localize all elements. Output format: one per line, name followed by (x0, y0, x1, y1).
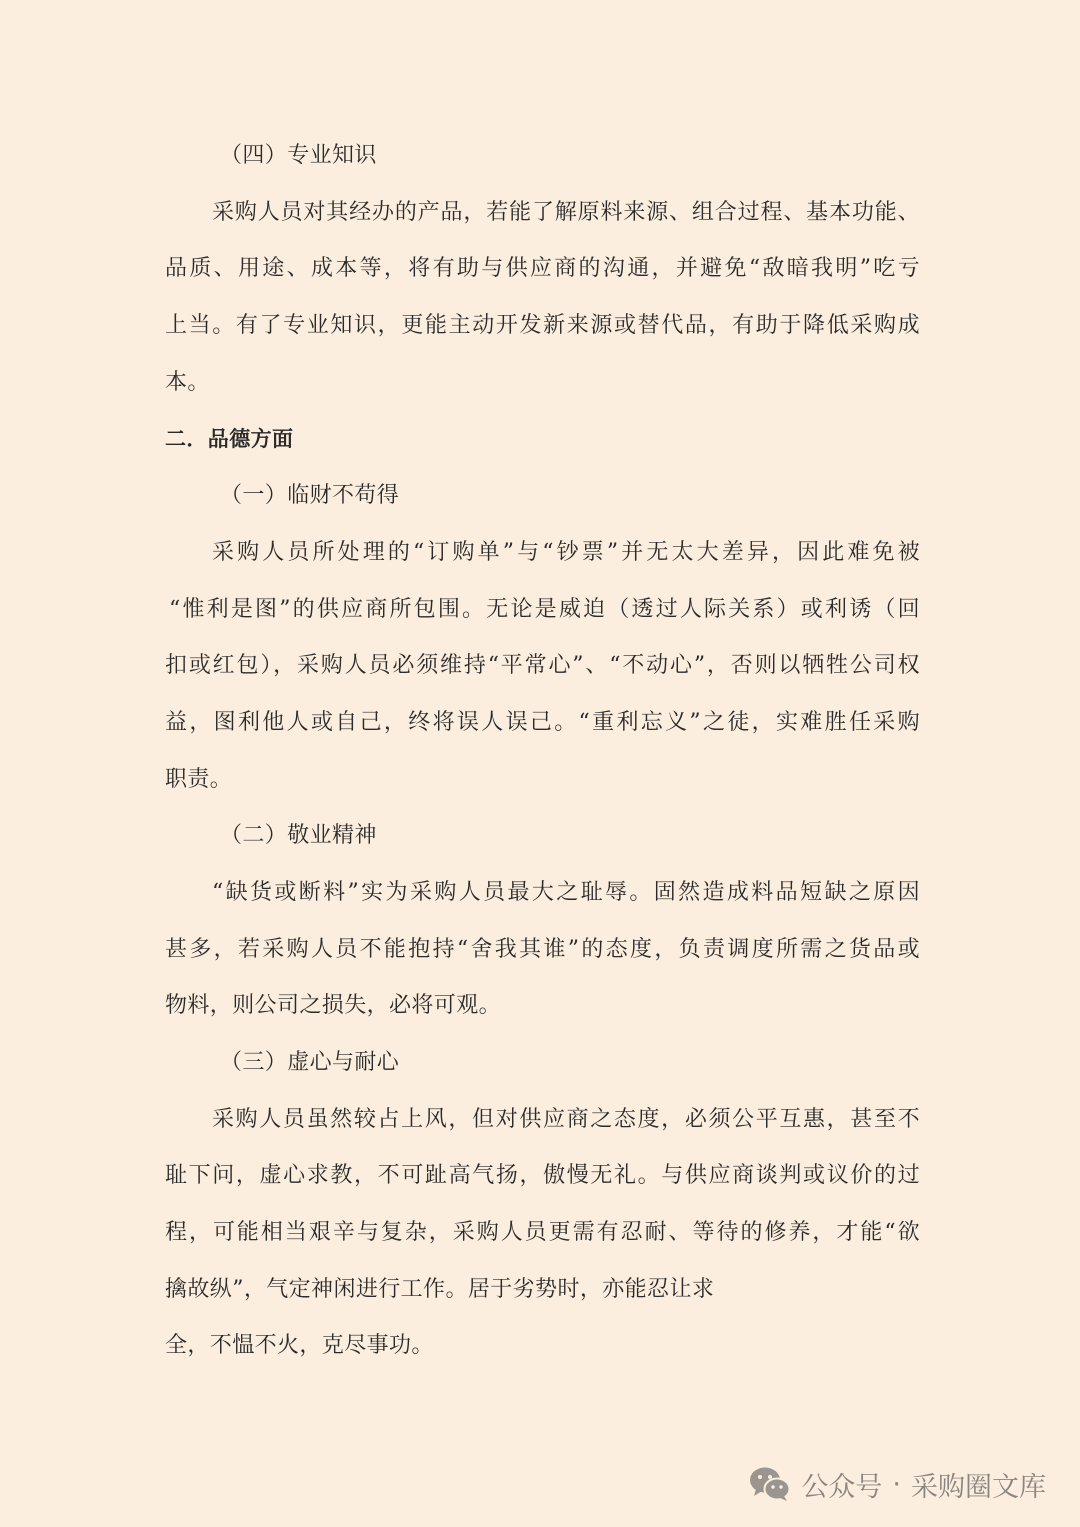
paragraph-line: 耻下问，虚心求教，不可趾高气扬，傲慢无礼。与供应商谈判或议价的过 (165, 1163, 920, 1189)
section-subheading: （三）虚心与耐心 (220, 1050, 400, 1075)
watermark (749, 1462, 1046, 1506)
paragraph-line: 采购人员所处理的“订购单”与“钞票”并无太大差异，因此难免被 (212, 539, 920, 565)
section-subheading: （二）敬业精神 (220, 823, 377, 849)
paragraph-line: 扣或红包），采购人员必须维持“平常心”、“不动心”，否则以牺牲公司权 (165, 653, 920, 679)
paragraph-line: 上当。有了专业知识，更能主动开发新来源或替代品，有助于降低采购成 (165, 313, 920, 339)
section-heading: 二．品德方面 (165, 427, 294, 452)
paragraph-line: 益，图利他人或自己，终将误人误己。“重利忘义”之徒，实难胜任采购 (165, 709, 920, 735)
section-subheading: （一）临财不苟得 (220, 483, 400, 509)
paragraph-line: “惟利是图”的供应商所包围。无论是威迫（透过人际关系）或利诱（回 (169, 596, 920, 622)
section-subheading: （四）专业知识 (220, 143, 377, 168)
account-name: 采购圈文库 (911, 1471, 1046, 1503)
paragraph-line: 程，可能相当艰辛与复杂，采购人员更需有忍耐、等待的修养，才能“欲 (165, 1220, 920, 1246)
paragraph-line: “缺货或断料”实为采购人员最大之耻辱。固然造成料品短缺之原因 (212, 879, 920, 905)
paragraph-line: 甚多，若采购人员不能抱持“舍我其谁”的态度，负责调度所需之货品或 (165, 936, 920, 962)
paragraph-line: 物料，则公司之损失，必将可观。 (165, 993, 502, 1019)
paragraph-line: 本。 (165, 369, 210, 395)
wechat-icon (749, 1465, 791, 1503)
paragraph-line: 擒故纵”，气定神闲进行工作。居于劣势时，亦能忍让求 (165, 1276, 715, 1302)
paragraph-line: 品质、用途、成本等，将有助与供应商的沟通，并避免“敌暗我明”吃亏 (165, 256, 920, 282)
account-type-label: 公众号 (801, 1471, 883, 1503)
separator-dot: · (892, 1468, 901, 1500)
document-body (165, 128, 920, 1375)
paragraph-line: 职责。 (165, 766, 233, 792)
paragraph-line: 采购人员对其经办的产品，若能了解原料来源、组合过程、基本功能、 (212, 199, 920, 225)
paragraph-line: 采购人员虽然较占上风，但对供应商之态度，必须公平互惠，甚至不 (212, 1106, 920, 1132)
paragraph-line: 全，不愠不火，克尽事功。 (165, 1333, 434, 1359)
